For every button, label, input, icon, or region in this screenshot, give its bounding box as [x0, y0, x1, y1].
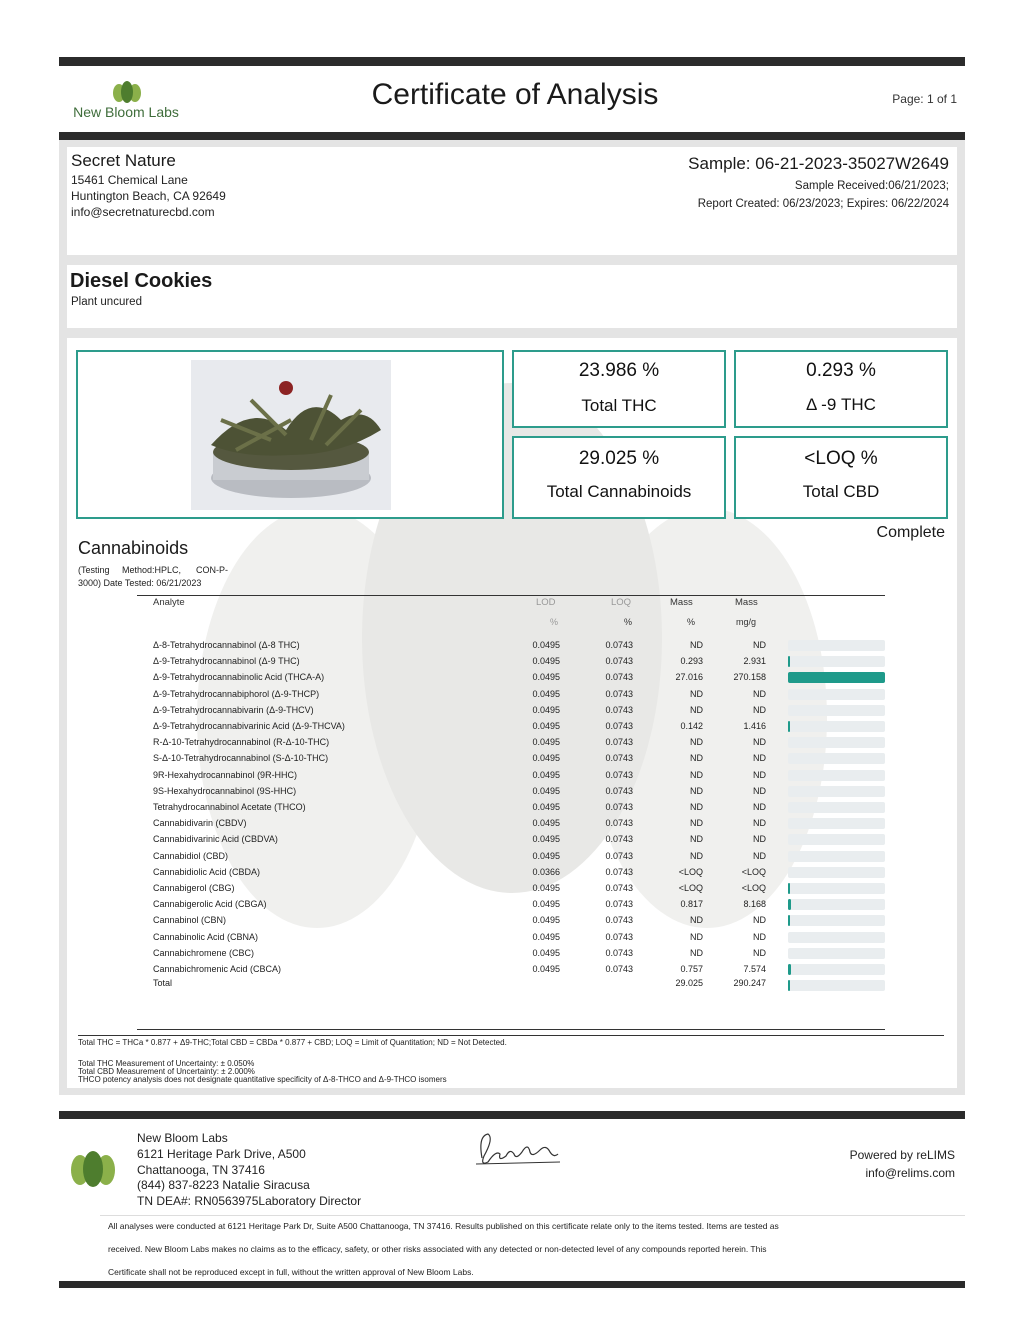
table-row: [137, 653, 885, 669]
report-dates: Report Created: 06/23/2023; Expires: 06/22/2024: [697, 198, 949, 210]
header-mass-mg: Mass: [735, 597, 758, 608]
table-row: [137, 750, 885, 766]
analyte-name: S-Δ-10-Tetrahydrocannabinol (S-Δ-10-THC): [153, 753, 329, 764]
mass-pct-value: ND: [690, 688, 703, 699]
mass-mg-value: ND: [753, 640, 766, 650]
mass-pct-value: ND: [690, 947, 703, 958]
lod-value: 0.0495: [532, 947, 560, 958]
table-row: [137, 864, 885, 880]
lod-value: 0.0495: [532, 850, 560, 861]
signature-image: [470, 1128, 565, 1173]
lod-value: 0.0495: [532, 721, 560, 731]
mass-mg-value: ND: [753, 931, 766, 942]
footer-address1: 6121 Heritage Park Drive, A500: [137, 1147, 306, 1161]
concentration-bar: [788, 721, 885, 732]
mass-mg-value: ND: [753, 818, 766, 829]
concentration-bar-fill: [788, 899, 791, 910]
client-email: info@secretnaturecbd.com: [71, 205, 215, 219]
cannabis-sample-image: [191, 360, 391, 510]
product-name: Diesel Cookies: [70, 270, 213, 292]
table-row: [137, 848, 885, 864]
mass-pct-value: ND: [690, 737, 703, 748]
total-row: [137, 975, 885, 991]
mass-pct-value: ND: [690, 785, 703, 796]
disclaimer-line1: All analyses were conducted at 6121 Heritage Park Dr, Suite A500 Chattanooga, TN 37416. Results published on this certificate relate only to the items tested. Items are tested as: [108, 1221, 779, 1231]
table-row: [137, 686, 885, 702]
concentration-bar: [788, 705, 885, 716]
loq-value: 0.0743: [605, 672, 633, 683]
concentration-bar: [788, 786, 885, 797]
footer-divider: [100, 1215, 965, 1216]
concentration-bar-fill: [788, 656, 790, 667]
lod-value: 0.0495: [532, 769, 560, 780]
table-row: [137, 912, 885, 928]
loq-value: 0.0743: [605, 769, 633, 780]
table-row: [137, 945, 885, 961]
mass-pct-value: ND: [690, 931, 703, 942]
lod-value: 0.0495: [532, 931, 560, 942]
status-badge: Complete: [876, 524, 945, 541]
mass-mg-value: 7.574: [743, 964, 766, 974]
lod-value: 0.0495: [532, 964, 560, 974]
test-method-line2: 3000) Date Tested: 06/21/2023: [78, 578, 202, 588]
mass-mg-value: ND: [753, 947, 766, 958]
table-top-rule: [137, 595, 885, 596]
page-number: Page: 1 of 1: [892, 92, 957, 106]
table-row: [137, 669, 885, 685]
concentration-bar: [788, 851, 885, 862]
mass-mg-value: 2.931: [743, 656, 766, 667]
analyte-name: Cannabinol (CBN): [153, 915, 227, 926]
table-row: [137, 783, 885, 799]
test-method: [78, 564, 258, 590]
mass-pct-value: 0.757: [680, 964, 703, 974]
table-row: [137, 929, 885, 945]
concentration-bar: [788, 640, 885, 651]
uncertainty-cbd: Total CBD Measurement of Uncertainty: ± 2.000%: [78, 1067, 255, 1076]
formula-footnote: Total THC = THCa * 0.877 + Δ9-THC;Total CBD = CBDa * 0.877 + CBD; LOQ = Limit of Quantitation; ND = Not Detected.: [78, 1038, 507, 1047]
cannabinoids-title: Cannabinoids: [78, 538, 189, 558]
analyte-name: Cannabidiolic Acid (CBDA): [153, 866, 261, 877]
loq-value: 0.0743: [605, 721, 633, 731]
header-loq: LOQ: [611, 597, 632, 608]
mass-mg-value: ND: [753, 850, 766, 861]
table-bottom-rule: [137, 1029, 885, 1030]
mass-mg-value: 1.416: [743, 721, 766, 731]
mass-pct-value: ND: [690, 834, 703, 845]
total-cbd-value: <LOQ %: [804, 448, 878, 469]
lod-value: 0.0495: [532, 688, 560, 699]
mass-mg-value: ND: [753, 753, 766, 764]
concentration-bar: [788, 689, 885, 700]
client-name: Secret Nature: [71, 151, 176, 170]
concentration-bar-fill: [788, 915, 790, 926]
footer-bottom-bar: [59, 1281, 965, 1288]
concentration-bar: [788, 753, 885, 764]
page-title: Certificate of Analysis: [371, 78, 659, 111]
total-thc-card: [512, 350, 726, 428]
loq-value: 0.0743: [605, 688, 633, 699]
analyte-name: 9R-Hexahydrocannabinol (9R-HHC): [153, 769, 298, 780]
product-panel: [67, 265, 957, 328]
client-panel: [67, 147, 957, 255]
loq-value: 0.0743: [605, 947, 633, 958]
header-mass-pct: Mass: [670, 597, 693, 608]
results-panel: [67, 338, 957, 1088]
mass-pct-value: ND: [690, 704, 703, 715]
mass-pct-value: 0.142: [680, 721, 703, 731]
table-row: [137, 734, 885, 750]
footer-leaf-logo-icon: [68, 1150, 118, 1190]
table-row: [137, 880, 885, 896]
lod-value: 0.0495: [532, 915, 560, 926]
leaf-logo-icon: [110, 80, 144, 104]
powered-email: info@relims.com: [865, 1166, 955, 1180]
header-lod: LOD: [536, 597, 556, 608]
unit-mass-pct: %: [687, 617, 696, 627]
analyte-name: Cannabidivarinic Acid (CBDVA): [153, 834, 278, 845]
concentration-bar: [788, 737, 885, 748]
total-cbd-label: Total CBD: [802, 482, 880, 501]
concentration-bar: [788, 802, 885, 813]
concentration-bar: [788, 883, 885, 894]
lod-value: 0.0495: [532, 899, 560, 910]
analyte-name: Cannabidivarin (CBDV): [153, 818, 247, 829]
analyte-name: Cannabinolic Acid (CBNA): [153, 931, 259, 942]
mass-mg-value: <LOQ: [741, 866, 766, 877]
total-cbd-card: [734, 436, 948, 519]
test-method-line1: (Testing Method:HPLC, CON-P-: [78, 565, 229, 575]
footnote-rule: [78, 1035, 944, 1036]
footer-top-bar: [59, 1111, 965, 1119]
concentration-bar: [788, 932, 885, 943]
loq-value: 0.0743: [605, 850, 633, 861]
header-analyte: Analyte: [153, 597, 185, 608]
analyte-name: 9S-Hexahydrocannabinol (9S-HHC): [153, 785, 297, 796]
disclaimer-line3: Certificate shall not be reproduced except in full, without the written approval of New Bloom Labs.: [108, 1267, 474, 1277]
analyte-name: Δ-9-Tetrahydrocannabinol (Δ-9 THC): [153, 656, 300, 667]
mass-mg-value: ND: [753, 704, 766, 715]
loq-value: 0.0743: [605, 915, 633, 926]
analyte-name: Cannabichromenic Acid (CBCA): [153, 964, 282, 974]
header-bottom-bar: [59, 132, 965, 140]
concentration-bar-fill: [788, 672, 885, 683]
lod-value: 0.0495: [532, 785, 560, 796]
uncertainty-thc: Total THC Measurement of Uncertainty: ± 0.050%: [78, 1059, 255, 1068]
concentration-bar-fill: [788, 964, 791, 975]
sample-received: Sample Received:06/21/2023;: [794, 180, 949, 192]
concentration-bar: [788, 915, 885, 926]
loq-value: 0.0743: [605, 802, 633, 812]
loq-value: 0.0743: [605, 753, 633, 764]
mass-pct-value: <LOQ: [678, 866, 703, 877]
lod-value: 0.0495: [532, 672, 560, 683]
total-cannabinoids-value: 29.025 %: [578, 448, 660, 469]
thco-note: THCO potency analysis does not designate quantitative specificity of Δ-8-THCO and Δ-9-THCO isomers: [78, 1075, 447, 1084]
concentration-bar: [788, 818, 885, 829]
mass-pct-value: ND: [690, 915, 703, 926]
total-thc-value: 23.986 %: [578, 360, 660, 381]
mass-pct-value: ND: [690, 850, 703, 861]
concentration-bar-fill: [788, 721, 790, 732]
total-cannabinoids-card: [512, 436, 726, 519]
analyte-name: Cannabidiol (CBD): [153, 850, 229, 861]
d9-thc-label: Δ -9 THC: [806, 395, 876, 414]
concentration-bar: [788, 672, 885, 683]
lab-logo-text: New Bloom Labs: [73, 104, 179, 120]
analyte-name: Δ-9-Tetrahydrocannabivarin (Δ-9-THCV): [153, 704, 314, 715]
lab-logo: [66, 76, 186, 126]
concentration-bar: [788, 656, 885, 667]
analyte-name: Cannabigerolic Acid (CBGA): [153, 899, 267, 910]
table-row: [137, 702, 885, 718]
concentration-bar: [788, 770, 885, 781]
analyte-name: Cannabigerol (CBG): [153, 883, 235, 893]
client-address1: 15461 Chemical Lane: [71, 173, 188, 187]
disclaimer-line2: received. New Bloom Labs makes no claims as to the efficacy, safety, or other risks associated with any detected or non-detected level of any compounds reported herein. This: [108, 1244, 767, 1254]
concentration-bar: [788, 948, 885, 959]
mass-mg-value: ND: [753, 688, 766, 699]
total-label: Total: [153, 978, 173, 989]
analyte-name: Tetrahydrocannabinol Acetate (THCO): [153, 802, 306, 812]
loq-value: 0.0743: [605, 785, 633, 796]
loq-value: 0.0743: [605, 899, 633, 910]
loq-value: 0.0743: [605, 656, 633, 667]
concentration-bar: [788, 834, 885, 845]
loq-value: 0.0743: [605, 866, 633, 877]
lod-value: 0.0495: [532, 753, 560, 764]
lod-value: 0.0495: [532, 818, 560, 829]
lod-value: 0.0495: [532, 656, 560, 667]
footer-lab-name: New Bloom Labs: [137, 1131, 228, 1145]
lod-value: 0.0366: [532, 866, 560, 877]
mass-pct-value: 0.293: [680, 656, 703, 667]
unit-loq: %: [624, 617, 633, 627]
loq-value: 0.0743: [605, 931, 633, 942]
mass-pct-value: ND: [690, 802, 703, 812]
loq-value: 0.0743: [605, 834, 633, 845]
analyte-name: Δ-8-Tetrahydrocannabinol (Δ-8 THC): [153, 640, 300, 650]
concentration-bar: [788, 867, 885, 878]
loq-value: 0.0743: [605, 704, 633, 715]
mass-pct-value: ND: [690, 753, 703, 764]
table-row: [137, 815, 885, 831]
footer-address2: Chattanooga, TN 37416: [137, 1163, 265, 1177]
mass-mg-value: ND: [753, 769, 766, 780]
lod-value: 0.0495: [532, 737, 560, 748]
footer-phone: (844) 837-8223 Natalie Siracusa: [137, 1178, 310, 1192]
loq-value: 0.0743: [605, 640, 633, 650]
table-row: [137, 637, 885, 653]
sample-id: Sample: 06-21-2023-35027W2649: [688, 154, 949, 173]
mass-pct-value: <LOQ: [678, 883, 703, 893]
loq-value: 0.0743: [605, 818, 633, 829]
analyte-name: R-Δ-10-Tetrahydrocannabinol (R-Δ-10-THC): [153, 737, 330, 748]
total-thc-label: Total THC: [581, 396, 657, 415]
powered-by: Powered by reLIMS: [849, 1148, 955, 1162]
mass-mg-value: 270.158: [733, 672, 766, 683]
analyte-name: Δ-9-Tetrahydrocannabivarinic Acid (Δ-9-THCVA): [153, 721, 345, 731]
analyte-name: Δ-9-Tetrahydrocannabinolic Acid (THCA-A): [153, 672, 325, 683]
header-top-bar: [59, 57, 965, 66]
mass-mg-value: 8.168: [743, 899, 766, 910]
mass-mg-value: ND: [753, 915, 766, 926]
lod-value: 0.0495: [532, 802, 560, 812]
product-type: Plant uncured: [71, 296, 142, 308]
footer-dea: TN DEA#: RN0563975Laboratory Director: [137, 1194, 362, 1208]
mass-mg-value: ND: [753, 737, 766, 748]
mass-mg-value: ND: [753, 785, 766, 796]
mass-pct-value: ND: [690, 640, 703, 650]
total-cannabinoids-label: Total Cannabinoids: [546, 482, 692, 501]
analyte-name: Δ-9-Tetrahydrocannabiphorol (Δ-9-THCP): [153, 688, 320, 699]
table-row: [137, 799, 885, 815]
table-row: [137, 896, 885, 912]
lod-value: 0.0495: [532, 834, 560, 845]
total-pct-value: 29.025: [675, 978, 703, 989]
analyte-name: Cannabichromene (CBC): [153, 947, 255, 958]
table-row: [137, 831, 885, 847]
d9-thc-value: 0.293 %: [806, 360, 876, 381]
total-mg-value: 290.247: [733, 978, 766, 989]
mass-pct-value: 27.016: [675, 672, 703, 683]
lod-value: 0.0495: [532, 704, 560, 715]
loq-value: 0.0743: [605, 883, 633, 893]
table-row: [137, 718, 885, 734]
concentration-bar: [788, 964, 885, 975]
sample-photo-box: [76, 350, 504, 519]
concentration-bar: [788, 899, 885, 910]
mass-pct-value: 0.817: [680, 899, 703, 910]
mass-pct-value: ND: [690, 769, 703, 780]
mass-mg-value: ND: [753, 802, 766, 812]
loq-value: 0.0743: [605, 737, 633, 748]
unit-mass-mg: mg/g: [736, 617, 757, 627]
mass-pct-value: ND: [690, 818, 703, 829]
mass-mg-value: <LOQ: [741, 883, 766, 893]
loq-value: 0.0743: [605, 964, 633, 974]
concentration-bar-fill: [788, 883, 790, 894]
total-concentration-bar: [788, 980, 885, 991]
mass-mg-value: ND: [753, 834, 766, 845]
total-concentration-bar-fill: [788, 980, 790, 991]
lod-value: 0.0495: [532, 640, 560, 650]
d9-thc-card: [734, 350, 948, 428]
lod-value: 0.0495: [532, 883, 560, 893]
client-address2: Huntington Beach, CA 92649: [71, 189, 226, 203]
table-row: [137, 767, 885, 783]
unit-lod: %: [550, 617, 559, 627]
